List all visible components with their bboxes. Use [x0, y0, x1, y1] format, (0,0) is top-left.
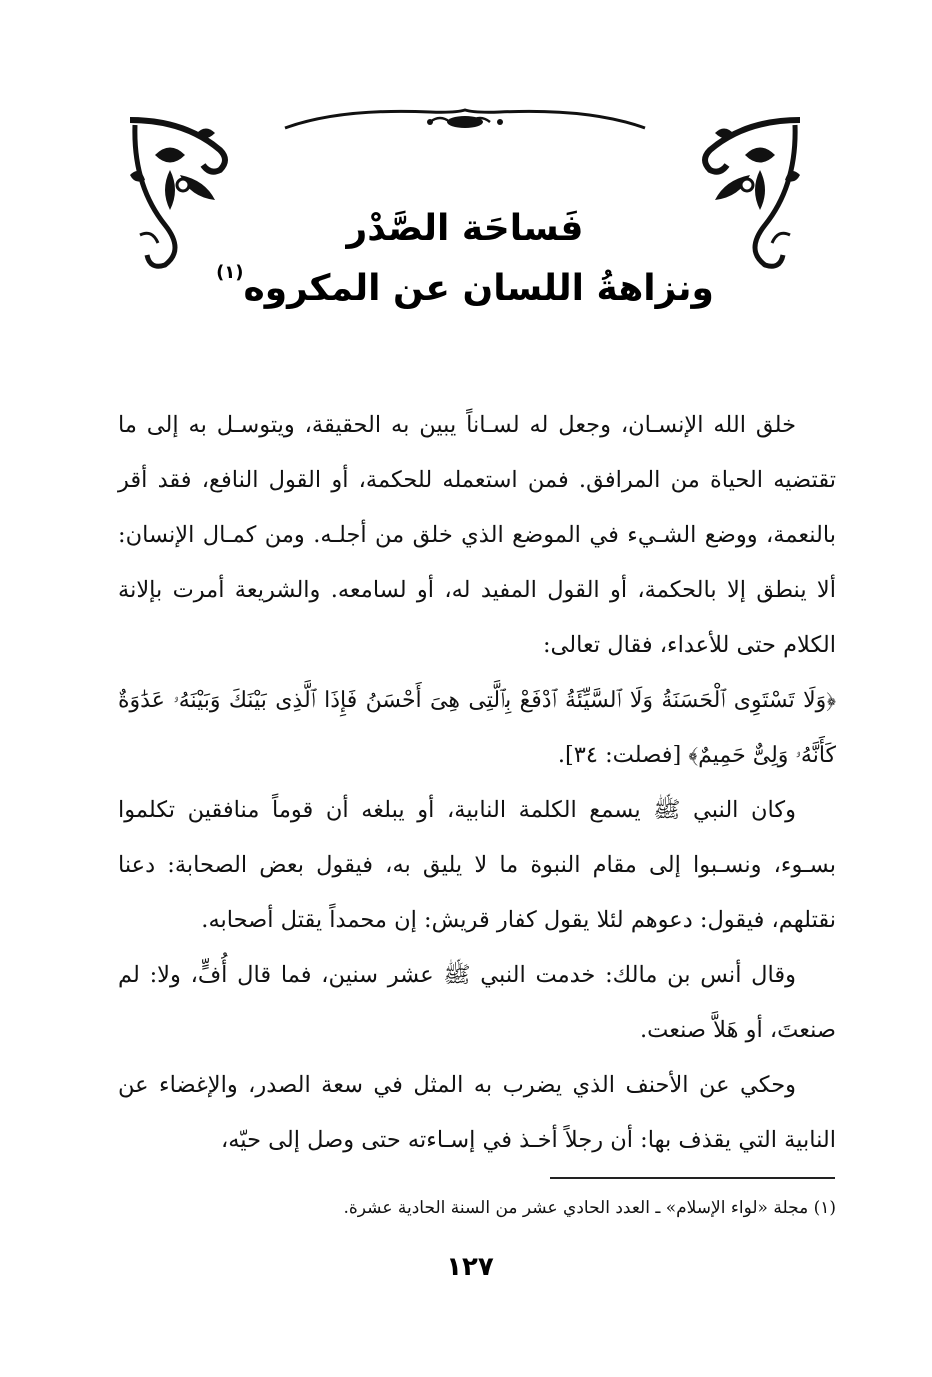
chapter-title: فَساحَة الصَّدْر [346, 208, 584, 249]
body-text [118, 398, 836, 1168]
footnote-divider [550, 1177, 835, 1179]
header-ornament-rule [280, 100, 650, 140]
quran-verse: ﴿وَلَا تَسْتَوِى ٱلْحَسَنَةُ وَلَا ٱلسَّيِّئَةُ ٱدْفَعْ بِٱلَّتِى هِىَ أَحْسَنُ فَإِذَا ٱلَّذِى بَيْنَكَ وَبَيْنَهُۥ عَدَٰوَةٌ كَأَنَّهُۥ وَلِىٌّ حَمِيمٌ﴾ [118, 688, 836, 768]
paragraph-2: وكان النبي ﷺ يسمع الكلمة النابية، أو يبلغه أن قوماً منافقين تكلموا بسـوء، ونسـبوا إلى مقام النبوة ما لا يليق به، فيقول بعض الصحابة: دعنا نقتلهم، فيقول: دعوهم لئلا يقول كفار قريش: إن محمداً يقتل أصحابه. [118, 797, 836, 933]
page-number: ١٢٧ [446, 1252, 494, 1282]
quran-quote [118, 673, 836, 783]
corner-ornament-right [690, 115, 805, 275]
quran-reference: [فصلت: ٣٤]. [557, 742, 682, 768]
paragraph-4: وحكي عن الأحنف الذي يضرب به المثل في سعة الصدر، والإغضاء عن النابية التي يقذف بها: أن رجلاً أخـذ في إسـاءته حتى وصل إلى حيّه، [118, 1072, 836, 1153]
title-footnote-marker: (١) [216, 262, 244, 283]
corner-ornament-left [125, 115, 240, 275]
paragraph-3: وقال أنس بن مالك: خدمت النبي ﷺ عشر سنين، فما قال أُفٍّ، ولا: لم صنعتَ، أو هَلاَّ صنعت. [118, 962, 836, 1043]
chapter-subtitle [200, 262, 730, 309]
chapter-subtitle-text: ونزاهةُ اللسان عن المكروه [243, 268, 714, 309]
footnote: (١) مجلة «لواء الإسلام» ـ العدد الحادي عشر من السنة الحادية عشرة. [343, 1198, 836, 1218]
paragraph-1: خلق الله الإنسـان، وجعل له لسـاناً يبين به الحقيقة، ويتوسـل به إلى ما تقتضيه الحياة من المرافق. فمن استعمله للحكمة، أو القول النافع، فقد أقر بالنعمة، ووضع الشـيء في الموضع الذي خلق من أجلـه. ومن كمـال الإنسان: ألا ينطق إلا بالحكمة، أو القول المفيد له، أو لسامعه. والشريعة أمرت بإلانة الكلام حتى للأعداء، فقال تعالى: [118, 412, 836, 658]
